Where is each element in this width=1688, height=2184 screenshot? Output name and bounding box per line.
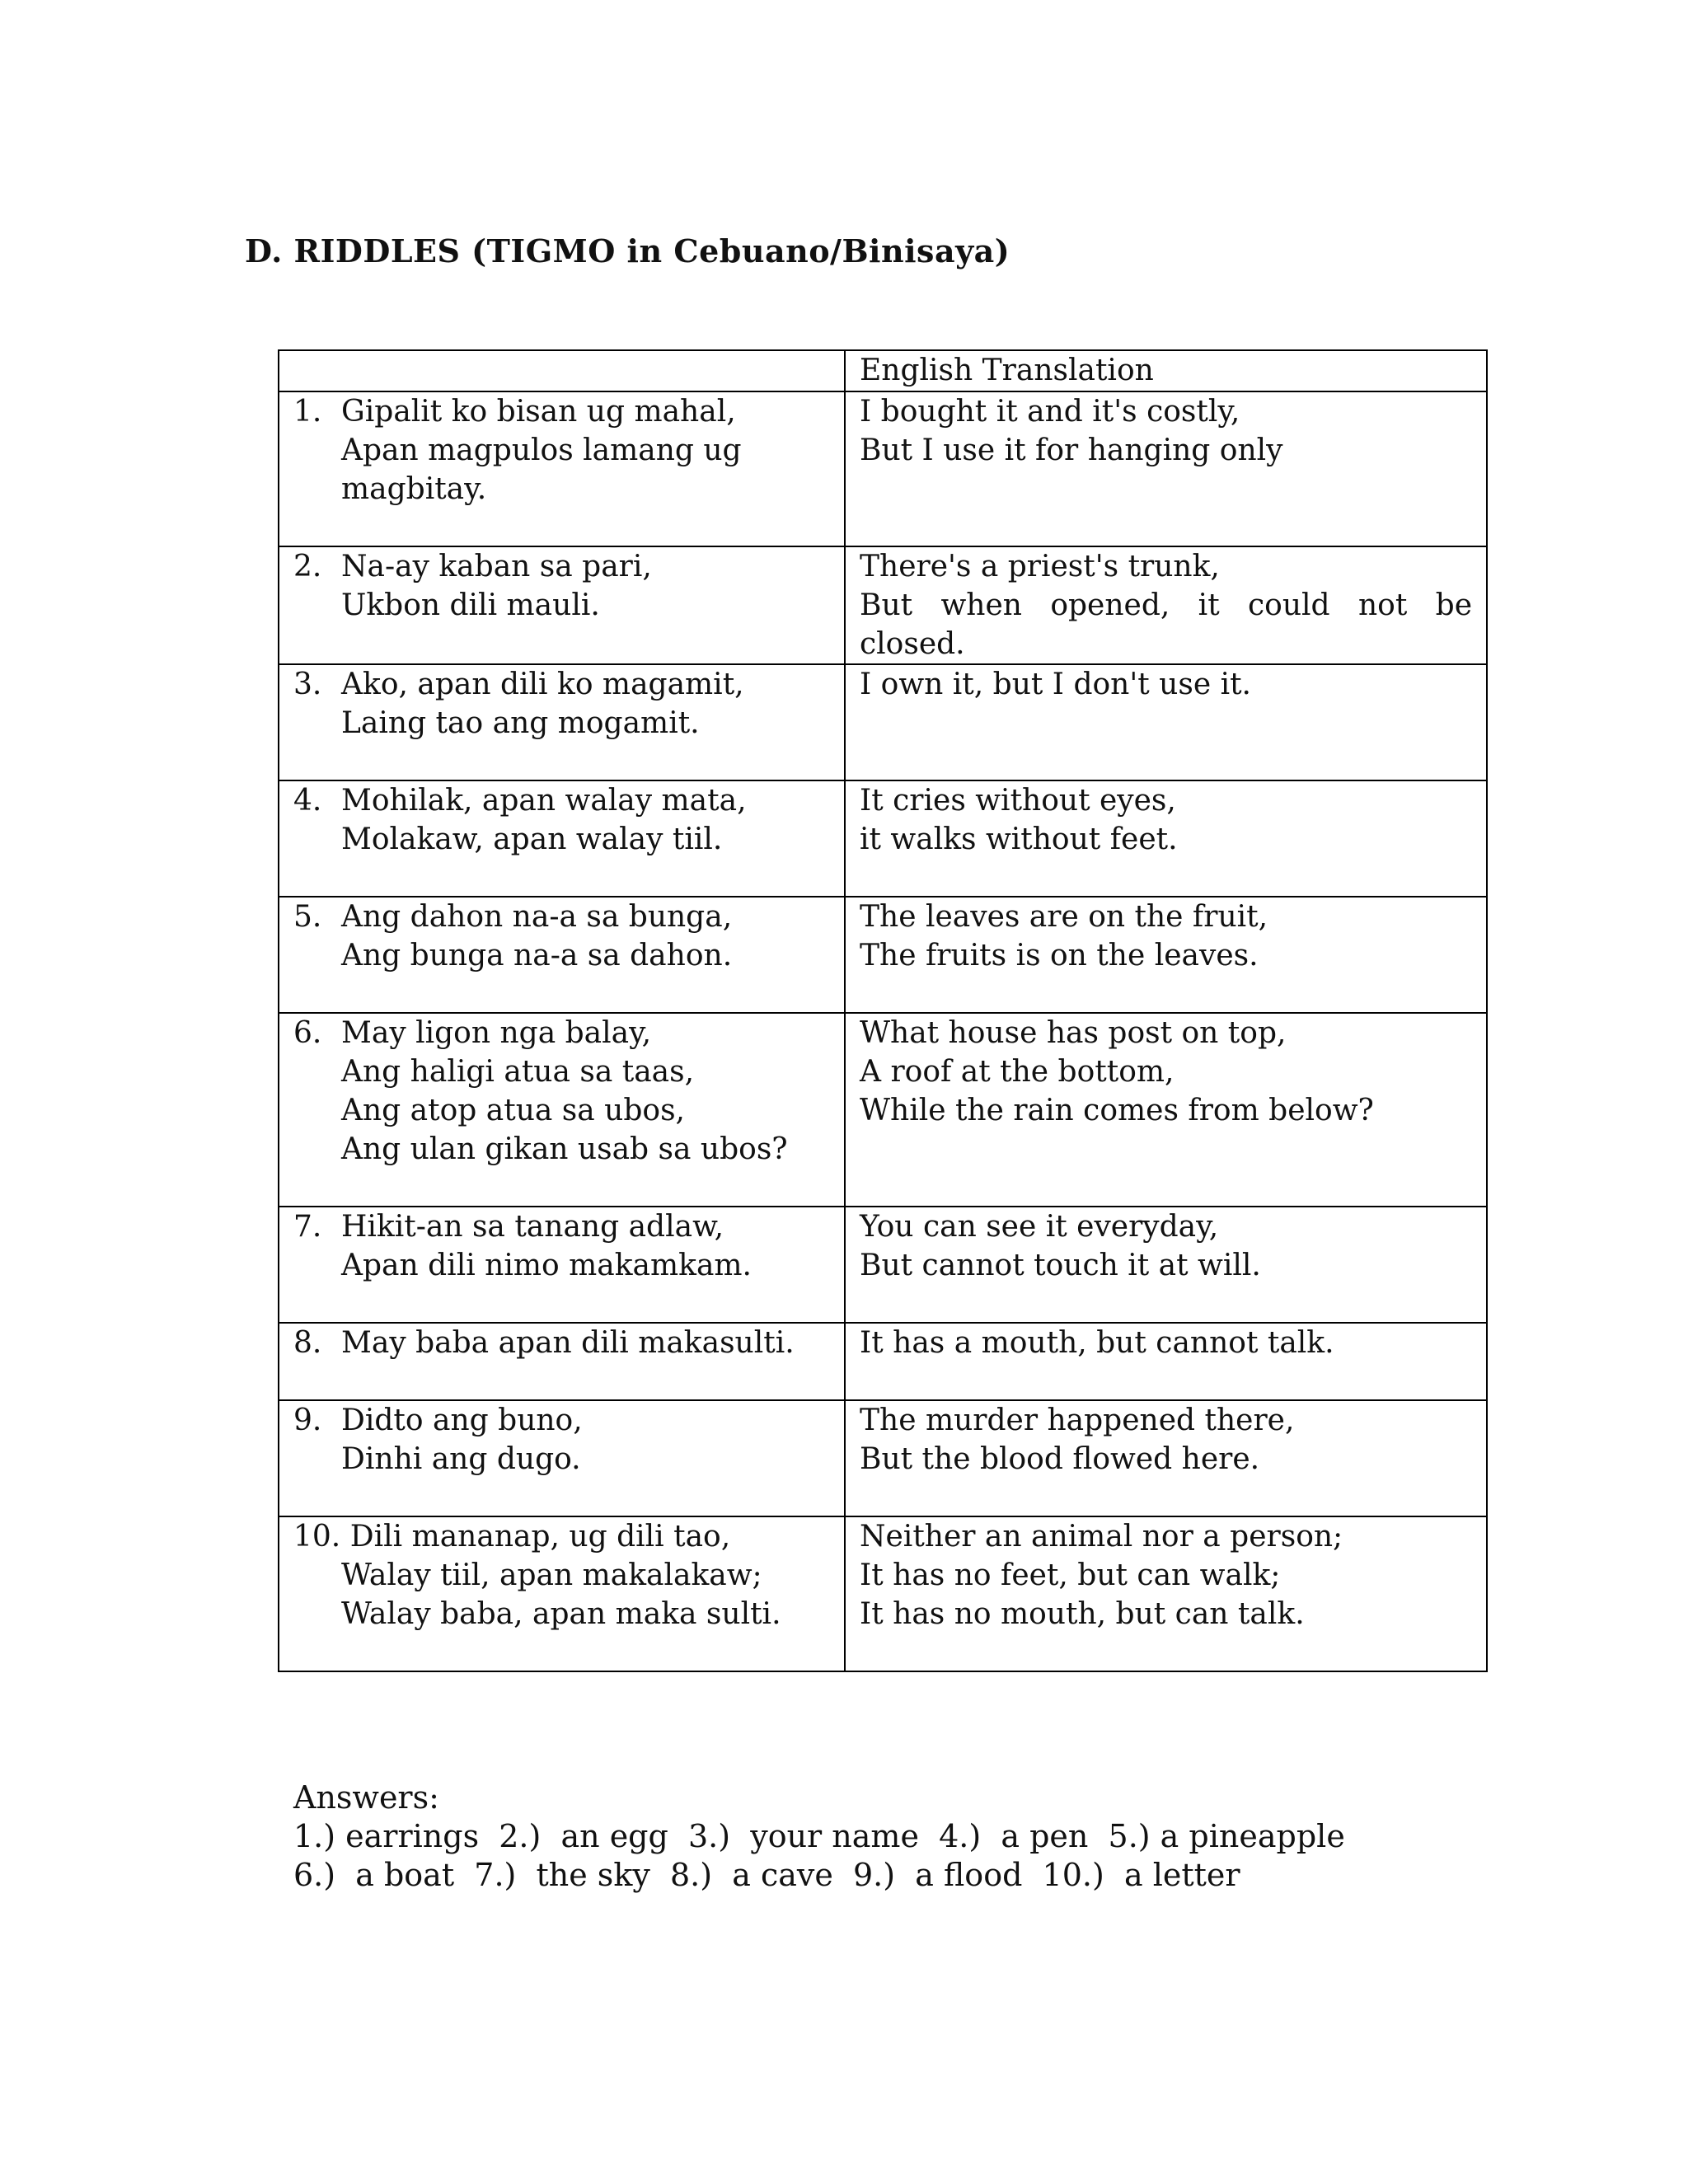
riddle-line: Gipalit ko bisan ug mahal, [341,395,736,429]
riddle-number: 5. [293,900,322,934]
header-cell-english: English Translation [845,350,1487,391]
translation-line: But when opened, it could not be closed. [860,588,1472,661]
riddle-cebuano-cell [279,1516,845,1671]
translation-line: There's a priest's trunk, [860,550,1220,583]
riddle-line: Apan magpulos lamang ug [341,434,742,467]
riddle-cebuano-cell [279,1013,845,1207]
riddle-line: Ang bunga na-a sa dahon. [341,939,733,972]
riddle-line: Ako, apan dili ko magamit, [341,668,744,701]
table-header-row [279,350,1487,391]
riddle-cebuano-cell [279,1400,845,1516]
translation-line: it walks without feet. [860,823,1178,856]
translation-line: But the blood flowed here. [860,1442,1260,1476]
riddle-number: 6. [293,1016,322,1050]
table-row [279,1323,1487,1400]
riddle-line: Didto ang buno, [341,1404,583,1437]
riddle-number: 1. [293,395,322,429]
riddle-english-cell [845,1013,1487,1207]
riddle-number: 3. [293,668,322,701]
riddle-number: 4. [293,784,322,818]
riddle-english-cell [845,546,1487,664]
riddle-line: Ang ulan gikan usab sa ubos? [341,1132,788,1166]
translation-line: While the rain comes from below? [860,1094,1374,1127]
translation-line: The fruits is on the leaves. [860,939,1259,972]
section-heading: D. RIDDLES (TIGMO in Cebuano/Binisaya) [245,232,1010,269]
riddle-line: Na-ay kaban sa pari, [341,550,652,583]
riddle-line: Hikit-an sa tanang adlaw, [341,1210,724,1244]
answers-line: 1.) earrings 2.) an egg 3.) your name 4.) a pen 5.) a pineapple [293,1818,1345,1854]
riddle-cebuano-cell [279,780,845,897]
riddle-english-cell [845,780,1487,897]
table-row [279,391,1487,546]
riddle-english-cell [845,1207,1487,1323]
table-row [279,1400,1487,1516]
riddle-line: Ang haligi atua sa taas, [341,1055,695,1089]
riddle-cebuano-cell [279,1323,845,1400]
riddle-cebuano-cell [279,897,845,1013]
table-row [279,1516,1487,1671]
translation-line: It has a mouth, but cannot talk. [860,1326,1334,1360]
riddle-line: Ang dahon na-a sa bunga, [341,900,733,934]
riddle-line: Apan dili nimo makamkam. [341,1249,752,1282]
riddle-cebuano-cell [279,391,845,546]
riddle-cebuano-cell [279,546,845,664]
translation-line: I bought it and it's costly, [860,395,1240,429]
riddle-line: Dinhi ang dugo. [341,1442,581,1476]
translation-line: But I use it for hanging only [860,434,1283,467]
header-cell-cebuano [279,350,845,391]
riddle-line: Laing tao ang mogamit. [341,706,700,740]
answers-label: Answers: [293,1779,439,1816]
riddle-line: Ukbon dili mauli. [341,588,600,622]
riddle-line: Walay baba, apan maka sulti. [341,1597,781,1631]
translation-line: You can see it everyday, [860,1210,1219,1244]
translation-line: It has no feet, but can walk; [860,1558,1281,1592]
riddle-english-cell [845,897,1487,1013]
translation-line: I own it, but I don't use it. [860,668,1251,701]
riddle-line: Dili mananap, ug dili tao, [349,1520,731,1554]
riddle-english-cell [845,1323,1487,1400]
translation-line: It has no mouth, but can talk. [860,1597,1305,1631]
riddle-english-cell [845,1516,1487,1671]
table-row [279,546,1487,664]
riddle-number: 8. [293,1326,322,1360]
table-row [279,780,1487,897]
translation-line: The murder happened there, [860,1404,1295,1437]
riddle-number: 10. [293,1520,341,1554]
translation-line: But cannot touch it at will. [860,1249,1261,1282]
riddle-line: May baba apan dili makasulti. [341,1326,795,1360]
riddle-cebuano-cell [279,664,845,780]
riddle-number: 2. [293,550,322,583]
answers-line: 6.) a boat 7.) the sky 8.) a cave 9.) a flood 10.) a letter [293,1857,1240,1893]
answers-section [293,1779,1345,1895]
riddle-english-cell [845,1400,1487,1516]
riddle-line: Ang atop atua sa ubos, [341,1094,685,1127]
table-row [279,664,1487,780]
table-row [279,1013,1487,1207]
translation-line: Neither an animal nor a person; [860,1520,1343,1554]
riddle-line: Mohilak, apan walay mata, [341,784,747,818]
riddle-line: Walay tiil, apan makalakaw; [341,1558,762,1592]
translation-line: It cries without eyes, [860,784,1176,818]
table-row [279,897,1487,1013]
riddle-english-cell [845,391,1487,546]
riddle-line: magbitay. [341,472,487,506]
riddle-line: May ligon nga balay, [341,1016,652,1050]
table-row [279,1207,1487,1323]
translation-line: What house has post on top, [860,1016,1287,1050]
riddle-cebuano-cell [279,1207,845,1323]
riddle-number: 7. [293,1210,322,1244]
riddle-number: 9. [293,1404,322,1437]
riddles-table [278,349,1488,1672]
riddle-line: Molakaw, apan walay tiil. [341,823,723,856]
riddle-english-cell [845,664,1487,780]
translation-line: The leaves are on the fruit, [860,900,1268,934]
translation-line: A roof at the bottom, [860,1055,1175,1089]
